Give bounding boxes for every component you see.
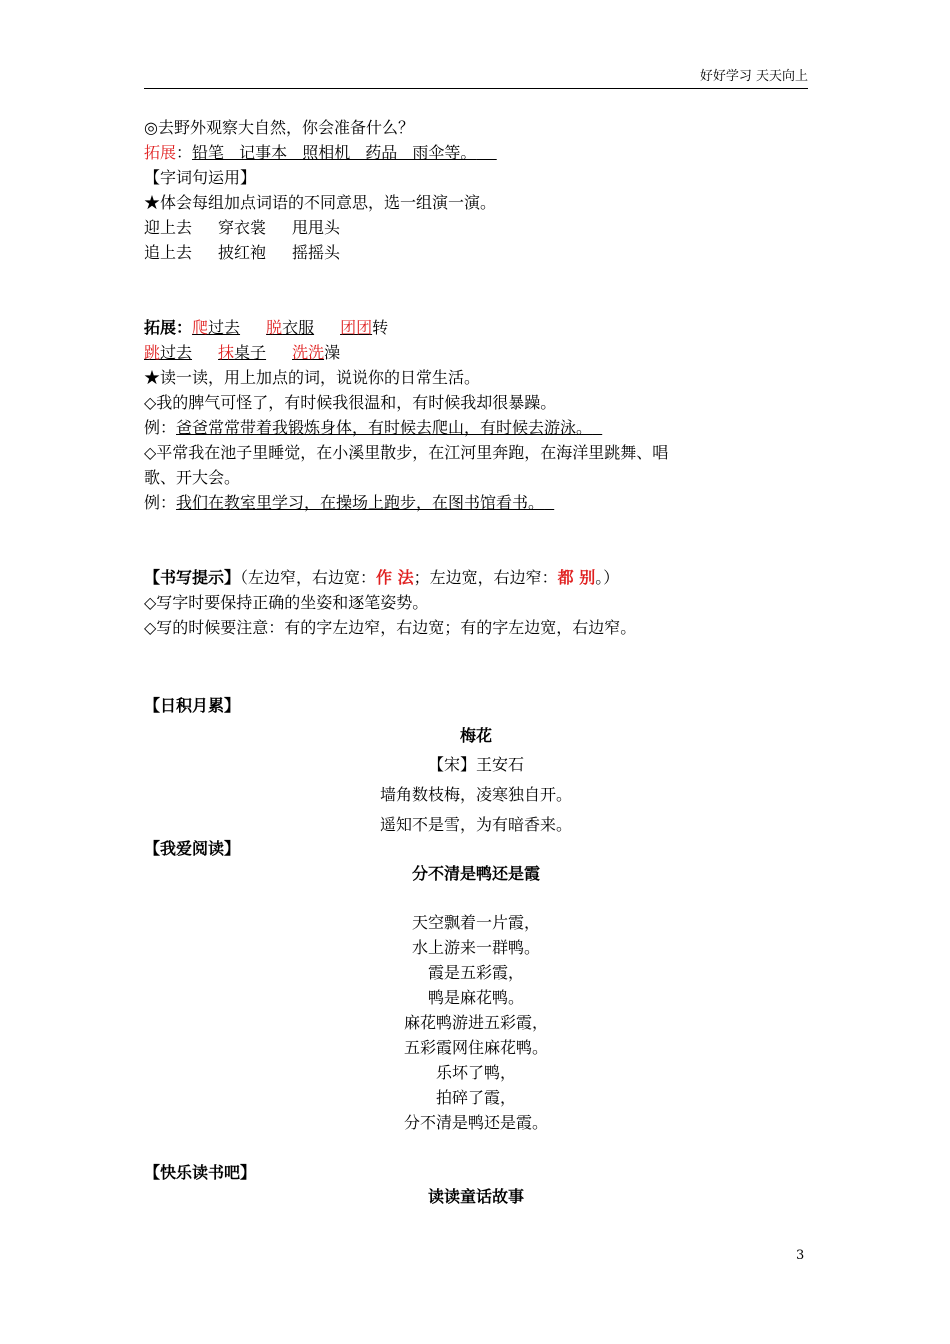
- reading-task: ★读一读，用上加点的词，说说你的日常生活。: [144, 368, 481, 387]
- poem-heading: 【日积月累】: [144, 696, 241, 715]
- word-row-2: [144, 241, 340, 265]
- expand-word: 洗洗: [292, 343, 325, 362]
- reading-sentence-2: ◇平常我在池子里睡觉，在小溪里散步，在江河里奔跑，在海洋里跳舞、唱: [144, 443, 669, 462]
- love-reading-line: 霞是五彩霞，: [427, 963, 524, 982]
- poem-line-2: 遥知不是雪，为有暗香来。: [379, 815, 572, 834]
- love-reading-line: 水上游来一群鸭。: [411, 938, 540, 957]
- expand-word: 脱衣服: [266, 318, 315, 337]
- word: 追上去: [144, 243, 193, 262]
- reading-sentence-2-cont: 歌、开大会。: [144, 468, 241, 487]
- word: 迎上去: [144, 218, 193, 237]
- example-1: 例：爸爸常常带着我锻炼身体，有时候去爬山，有时候去游泳。: [144, 418, 593, 437]
- happy-reading-title: 读读童话故事: [427, 1187, 524, 1206]
- love-reading-heading: 【我爱阅读】: [144, 839, 241, 858]
- page-header: 好好学习 天天向上: [144, 66, 808, 89]
- example-2: 例：我们在教室里学习，在操场上跑步，在图书馆看书。: [144, 493, 545, 512]
- reading-sentence-1: ◇我的脾气可怪了，有时候我很温和，有时候我却很暴躁。: [144, 393, 557, 412]
- writing-heading-line: 【书写提示】（左边窄，右边宽：作 法；左边宽，右边窄：都 别。）: [144, 568, 620, 587]
- happy-reading-heading: 【快乐读书吧】: [144, 1163, 257, 1182]
- love-reading-line: 天空飘着一片霞，: [411, 913, 540, 932]
- poem-line-1: 墙角数枝梅，凌寒独自开。: [379, 785, 572, 804]
- expand-row-1: 拓展：爬过去 脱衣服 团团转: [144, 318, 389, 337]
- love-reading-line: 鸭是麻花鸭。: [427, 988, 524, 1007]
- word: 穿衣裳: [218, 218, 267, 237]
- love-reading-title: 分不清是鸭还是霞: [411, 864, 540, 883]
- word: 摇摇头: [292, 243, 341, 262]
- extension-label: 拓展: [144, 143, 177, 162]
- words-heading: 【字词句运用】: [144, 168, 257, 187]
- expand-word: 团团: [340, 318, 373, 337]
- page-number: 3: [796, 1248, 805, 1263]
- expand-label: 拓展：: [144, 318, 193, 337]
- poem-title: 梅花: [459, 726, 492, 745]
- love-reading-line: 五彩霞网住麻花鸭。: [403, 1038, 548, 1057]
- word: 披红袍: [218, 243, 267, 262]
- expand-row-2: 跳过去 抹桌子 洗洗澡: [144, 343, 341, 362]
- writing-tip-1: ◇写字时要保持正确的坐姿和逐笔姿势。: [144, 593, 429, 612]
- extension-colon: ：: [176, 143, 193, 162]
- extension-items: 铅笔 记事本 照相机 药品 雨伞等。: [192, 143, 477, 162]
- words-task: ★体会每组加点词语的不同意思，选一组演一演。: [144, 193, 497, 212]
- love-reading-line: 拍碎了霞，: [435, 1088, 516, 1107]
- word-row-1: [144, 216, 340, 240]
- writing-tip-2: ◇写的时候要注意：有的字左边窄，右边宽；有的字左边宽，右边窄。: [144, 618, 637, 637]
- love-reading-line: 乐坏了鸭，: [435, 1063, 516, 1082]
- expand-word: 爬过去: [192, 318, 241, 337]
- love-reading-line: 麻花鸭游进五彩霞，: [403, 1013, 548, 1032]
- observe-extension: [144, 141, 497, 165]
- poem-author: 【宋】王安石: [427, 755, 524, 774]
- expand-word: 跳过去: [144, 343, 193, 362]
- writing-heading: 【书写提示】: [144, 568, 241, 587]
- expand-word: 抹桌子: [218, 343, 267, 362]
- observe-question: ◎去野外观察大自然，你会准备什么？: [144, 118, 414, 137]
- love-reading-line: 分不清是鸭还是霞。: [403, 1113, 548, 1132]
- word: 甩甩头: [292, 218, 341, 237]
